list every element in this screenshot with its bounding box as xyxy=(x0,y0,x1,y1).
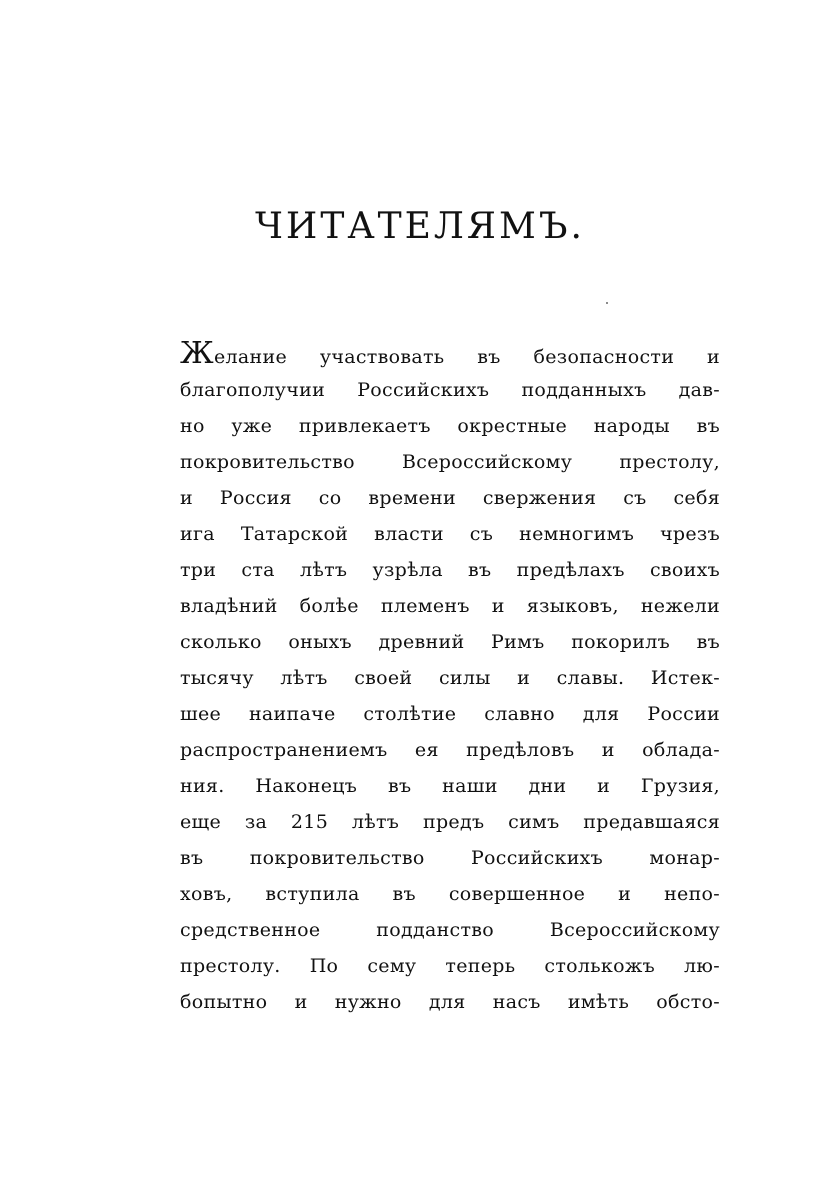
text-line: бопытно и нужно для насъ имѣть обсто- xyxy=(180,991,720,1013)
print-speck xyxy=(606,302,608,304)
text-line: но уже привлекаетъ окрестные народы въ xyxy=(180,415,720,437)
text-line: благополучии Российскихъ подданныхъ дав- xyxy=(180,379,720,401)
text-line: въ покровительство Российскихъ монар- xyxy=(180,847,720,869)
text-line: престолу. По сему теперь столькожъ лю- xyxy=(180,955,720,977)
text-line: ховъ, вступила въ совершенное и непо- xyxy=(180,883,720,905)
text-line: сколько оныхъ древний Римъ покорилъ въ xyxy=(180,631,720,653)
text-line: покровительство Всероссийскому престолу, xyxy=(180,451,720,473)
text-line: и Россия со времени свержения съ себя xyxy=(180,487,720,509)
text-line: шее наипаче столѣтие славно для России xyxy=(180,703,720,725)
text-line: средственное подданство Всероссийскому xyxy=(180,919,720,941)
text-line: еще за 215 лѣтъ предъ симъ предавшаяся xyxy=(180,811,720,833)
text-line: Желание участвовать въ безопасности и xyxy=(180,336,720,371)
text-line: три ста лѣтъ узрѣла въ предѣлахъ своихъ xyxy=(180,559,720,581)
text-line: тысячу лѣтъ своей силы и славы. Истек- xyxy=(180,667,720,689)
page-title: ЧИТАТЕЛЯМЪ. xyxy=(255,206,585,247)
body-text xyxy=(180,336,720,1020)
text-line: распространениемъ ея предѣловъ и облада- xyxy=(180,739,720,761)
text-line: владѣний болѣе племенъ и языковъ, нежели xyxy=(180,595,720,617)
text-line: ига Татарской власти съ немногимъ чрезъ xyxy=(180,523,720,545)
text-line: ния. Наконецъ въ наши дни и Грузия, xyxy=(180,775,720,797)
